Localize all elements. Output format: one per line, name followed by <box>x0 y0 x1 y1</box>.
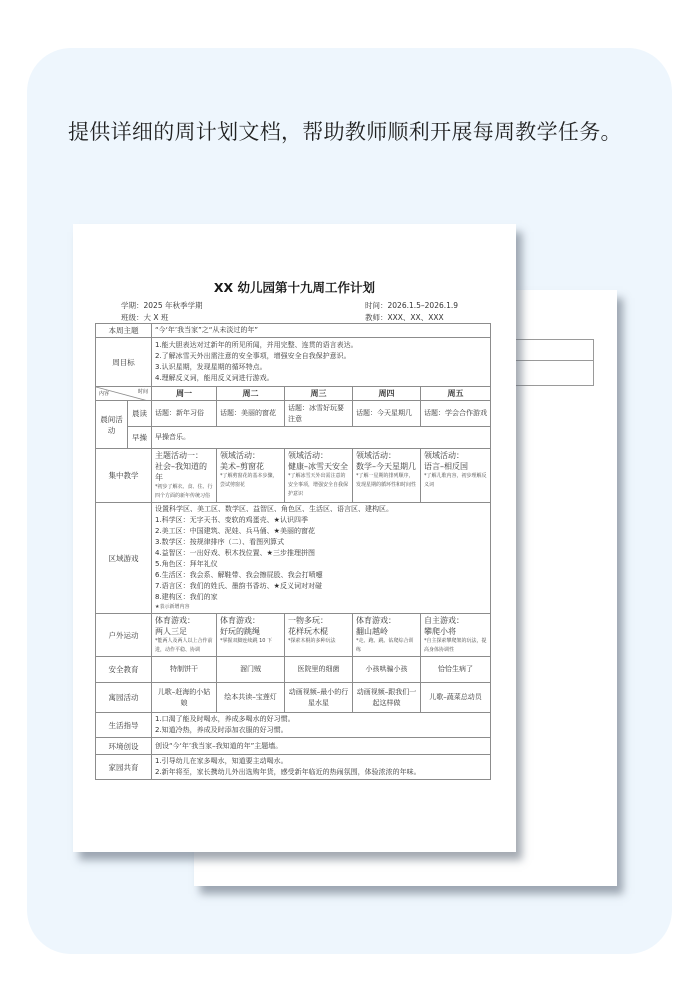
outdoor-row <box>96 614 491 657</box>
teaching-cell: 主题活动一： 社会–我知道的年 *初步了解衣、食、住、行四个方面的新年传统习俗 <box>152 449 217 503</box>
weekly-plan-table <box>95 323 491 780</box>
environment-label: 环境创设 <box>96 738 152 755</box>
goal-item: 3.认识星期，发现星期的循环特点。 <box>155 363 267 371</box>
day-header: 周三 <box>285 387 353 401</box>
theme-row <box>96 324 491 338</box>
class-label: 班级：大 X 班 <box>121 313 169 322</box>
diagonal-header-cell <box>96 387 152 401</box>
morning-exercise-row <box>96 427 491 449</box>
family-label: 家园共育 <box>96 755 152 780</box>
teaching-cell: 领域活动： 数学–今天星期几 *了解一星期的排列顺序，发现星期的循环性和时间性 <box>353 449 421 503</box>
garden-row <box>96 683 491 713</box>
goal-item: 1.能大胆表达对过新年的所见所闻，并用完整、连贯的语言表达。 <box>155 341 358 349</box>
family-row <box>96 755 491 780</box>
safety-cell: 医院里的细菌 <box>285 657 353 683</box>
life-label: 生活指导 <box>96 713 152 738</box>
life-cell: 1.口渴了能及时喝水，养成多喝水的好习惯。 2.知道冷热，养成及时添加衣服的好习惯。 <box>152 713 491 738</box>
safety-row <box>96 657 491 683</box>
garden-cell: 绘本共读–宝莲灯 <box>217 683 285 713</box>
garden-cell: 儿歌–赶海的小姑娘 <box>152 683 217 713</box>
goal-item: 2.了解冰雪天外出需注意的安全事项，增强安全自我保护意识。 <box>155 352 351 360</box>
diag-time-label: 时间 <box>137 389 148 395</box>
outdoor-cell: 体育游戏： 翻山越岭 *走、跑、跳、钻爬综合训练 <box>353 614 421 657</box>
reading-cell: 话题：冰雪好玩要注意 <box>285 401 353 427</box>
garden-cell: 儿歌–蔬菜总动员 <box>421 683 491 713</box>
environment-row <box>96 738 491 755</box>
teaching-cell: 领域活动： 语言–相反国 *了解儿歌内容，初步理解反义词 <box>421 449 491 503</box>
diag-content-label: 内容 <box>99 391 110 397</box>
day-header: 周五 <box>421 387 491 401</box>
outdoor-cell: 体育游戏： 两人三足 *能两人及两人以上合作前进，动作平稳、协调 <box>152 614 217 657</box>
reading-cell: 话题：新年习俗 <box>152 401 217 427</box>
document-title: XX 幼儿园第十九周工作计划 <box>213 280 376 295</box>
safety-cell: 小孩哄骗小孩 <box>353 657 421 683</box>
day-header: 周二 <box>217 387 285 401</box>
day-header: 周一 <box>152 387 217 401</box>
area-games-cell: 设置科学区、美工区、数学区、益智区、角色区、生活区、语言区、建构区。 1.科学区：无字天书、变软的鸡蛋壳、★认识四季 2.美工区：中国建筑、泥娃、兵马俑、★美丽的窗花 3.数学区：按规律排序（二）、看图列算式 4.益智区：一出好戏、积木找位置、★三步推理拼图 5.角色区：拜年礼仪 6.生活区：我会系、解鞋带、我会擦屁股、我会打喷嚏 7.语言区：我们的姓氏、墨韵书香坊、★反义词对对碰 8.建构区：我们的家 ★表示新增内容 <box>152 503 491 614</box>
area-games-label: 区域游戏 <box>96 503 152 614</box>
safety-label: 安全教育 <box>96 657 152 683</box>
reading-label: 晨读 <box>128 401 152 427</box>
front-page <box>73 224 516 852</box>
new-content-legend: ★表示新增内容 <box>155 604 190 610</box>
day-header: 周四 <box>353 387 421 401</box>
outdoor-cell: 体育游戏： 好玩的跳绳 *掌握双脚连续跳 10 下 <box>217 614 285 657</box>
exercise-label: 早操 <box>128 427 152 449</box>
outdoor-cell: 一物多玩： 花样玩木棍 *探索木棍的多种玩法 <box>285 614 353 657</box>
reading-cell: 话题：美丽的窗花 <box>217 401 285 427</box>
outdoor-cell: 自主游戏： 攀爬小将 *自主探索攀爬架的玩法，提高身体协调性 <box>421 614 491 657</box>
garden-cell: 动画视频–跟我们一起这样做 <box>353 683 421 713</box>
theme-label: 本周主题 <box>96 324 152 338</box>
goals-row <box>96 338 491 387</box>
area-games-row <box>96 503 491 614</box>
teaching-cell: 领域活动： 美术–剪窗花 *了解剪窗花的基本步骤，尝试剪窗花 <box>217 449 285 503</box>
teaching-cell: 领域活动： 健康–冰雪天安全 *了解冰雪天外出需注意的安全事项，增强安全自我保护意识 <box>285 449 353 503</box>
garden-label: 寓园活动 <box>96 683 152 713</box>
reading-cell: 话题：学会合作游戏 <box>421 401 491 427</box>
reading-cell: 话题：今天星期几 <box>353 401 421 427</box>
morning-reading-row <box>96 401 491 427</box>
teaching-label: 集中教学 <box>96 449 152 503</box>
family-cell: 1.引导幼儿在家多喝水，知道要主动喝水。 2.新年将至，家长携幼儿外出选购年货，感受新年临近的热闹氛围，体验浓浓的年味。 <box>152 755 491 780</box>
garden-cell: 动画视频–最小的行星水星 <box>285 683 353 713</box>
teaching-row <box>96 449 491 503</box>
outdoor-label: 户外运动 <box>96 614 152 657</box>
environment-cell: 创设“今‘年’我当家–我知道的年”主题墙。 <box>152 738 491 755</box>
time-label: 时间：2026.1.5–2026.1.9 <box>365 301 459 310</box>
caption-text: 提供详细的周计划文档，帮助教师顺利开展每周教学任务。 <box>68 120 622 144</box>
term-label: 学期：2025 年秋季学期 <box>121 301 203 310</box>
theme-value: “今‘年’我当家”之“从未淡过的年” <box>152 324 491 338</box>
exercise-value: 早操音乐。 <box>152 427 491 449</box>
goal-item: 4.理解反义词，能用反义词进行游戏。 <box>155 374 274 382</box>
teachers-label: 教师：XXX、XX、XXX <box>365 313 444 322</box>
goals-label: 周目标 <box>96 338 152 387</box>
safety-cell: 恰恰生病了 <box>421 657 491 683</box>
safety-cell: 特制饼干 <box>152 657 217 683</box>
day-header-row <box>96 387 491 401</box>
safety-cell: 溜门贼 <box>217 657 285 683</box>
life-row <box>96 713 491 738</box>
morning-activity-label: 晨间活动 <box>96 401 128 449</box>
